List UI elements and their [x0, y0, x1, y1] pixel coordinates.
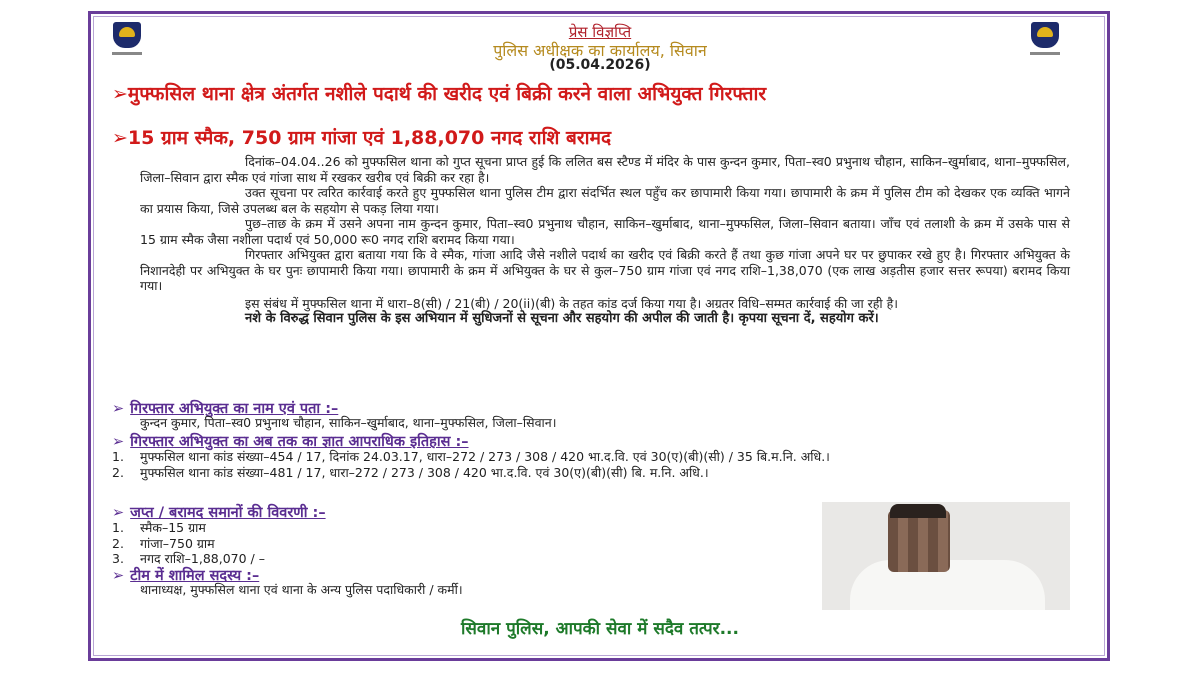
- list-item: 1. स्मैक–15 ग्राम: [112, 520, 206, 535]
- section-history-heading: ➢ गिरफ्तार अभियुक्त का अब तक का ज्ञात आपराधिक इतिहास :–: [112, 434, 469, 450]
- section-accused-heading: ➢ गिरफ्तार अभियुक्त का नाम एवं पता :–: [112, 401, 339, 417]
- footer-slogan: सिवान पुलिस, आपकी सेवा में सदैव तत्पर...: [461, 619, 739, 639]
- release-date: (05.04.2026): [549, 57, 651, 73]
- section-team-heading: ➢ टीम में शामिल सदस्य :–: [112, 568, 260, 584]
- arrow-bullet-icon: ➢: [112, 401, 125, 417]
- body-text: [140, 154, 1070, 327]
- section-seized-heading: ➢ जप्त / बरामद समानों की विवरणी :–: [112, 505, 326, 521]
- team-members: थानाध्यक्ष, मुफ्फसिल थाना एवं थाना के अन्य पुलिस पदाधिकारी / कर्मी।: [140, 582, 463, 597]
- arrow-bullet-icon: ➢: [112, 83, 128, 105]
- headline-1: ➢मुफ्फसिल थाना क्षेत्र अंतर्गत नशीले पदार्थ की खरीद एवं बिक्री करने वाला अभियुक्त गिरफ्तार: [112, 83, 767, 105]
- list-item: 3. नगद राशि–1,88,070 / –: [112, 551, 265, 566]
- accused-photo-blurred: [822, 502, 1070, 610]
- press-release-title: प्रेस विज्ञप्ति: [568, 23, 632, 41]
- arrow-bullet-icon: ➢: [112, 568, 125, 584]
- paragraph: उक्त सूचना पर त्वरित कार्रवाई करते हुए मुफ्फसिल थाना पुलिस टीम द्वारा संदर्भित स्थल पहुँच कर छापामारी किया गया। छापामारी के क्रम में पुलिस टीम को देखकर एक व्यक्ति भागने का प्रयास किया, जिसे उपलब्ध बल के सहयोग से पकड़ लिया गया।: [140, 185, 1070, 216]
- appeal-paragraph: नशे के विरुद्ध सिवान पुलिस के इस अभियान में सुधिजनों से सूचना और सहयोग की अपील की जाती है। कृपया सूचना दें, सहयोग करें।: [245, 311, 879, 326]
- arrow-bullet-icon: ➢: [112, 434, 125, 450]
- paragraph: गिरफ्तार अभियुक्त द्वारा बताया गया कि वे स्मैक, गांजा आदि जैसे नशीले पदार्थ का खरीद एवं बिक्री करते हैं तथा कुछ गांजा अपने घर पर छुपाकर रखे हुए है। गिरफ्तार अभियुक्त के निशानदेही पर अभियुक्त के घर पुनः छापामारी किया गया। छापामारी के क्रम में अभियुक्त के घर से कुल–750 ग्राम गांजा एवं नगद राशि–1,38,070 (एक लाख अड़तीस हजार सत्तर रूपया) बरामद किया गया।: [140, 247, 1070, 293]
- paragraph: इस संबंध में मुफ्फसिल थाना में धारा–8(सी) / 21(बी) / 20(ii)(बी) के तहत कांड दर्ज किया गया है। अग्रतर विधि–सम्मत कार्रवाई की जा रही है।: [245, 295, 898, 311]
- seized-list: [112, 520, 712, 567]
- paragraph: पुछ–ताछ के क्रम में उसने अपना नाम कुन्दन कुमार, पिता–स्व0 प्रभुनाथ चौहान, साकिन–खुर्माबाद, थाना–मुफ्फसिल, जिला–सिवान बताया। जाँच एवं तलाशी के क्रम में उसके पास से 15 ग्राम स्मैक जैसा नशीला पदार्थ एवं 50,000 रू0 नगद राशि बरामद किया गया।: [140, 216, 1070, 247]
- arrow-bullet-icon: ➢: [112, 127, 128, 149]
- list-item: 2. मुफ्फसिल थाना कांड संख्या–481 / 17, धारा–272 / 273 / 308 / 420 भा.द.वि. एवं 30(ए)(बी)(सी) बि. म.नि. अधि.।: [112, 464, 709, 480]
- list-item: 2. गांजा–750 ग्राम: [112, 535, 215, 551]
- history-list: [112, 449, 1072, 480]
- paragraph: दिनांक–04.04..26 को मुफ्फसिल थाना को गुप्त सूचना प्राप्त हुई कि ललित बस स्टैण्ड में मंदिर के पास कुन्दन कुमार, पिता–स्व0 प्रभुनाथ चौहान, साकिन–खुर्माबाद, थाना–मुफ्फसिल, जिला–सिवान द्वारा स्मैक एवं गांजा साथ में रखकर खरीब एवं बिक्री कर रहा है।: [140, 154, 1070, 185]
- list-item: 1. मुफ्फसिल थाना कांड संख्या–454 / 17, दिनांक 24.03.17, धारा–272 / 273 / 308 / 420 भा.द.वि. एवं 30(ए)(बी)(सी) / 35 बि.म.नि. अधि.।: [112, 449, 830, 464]
- headline-2: ➢15 ग्राम स्मैक, 750 ग्राम गांजा एवं 1,88,070 नगद राशि बरामद: [112, 127, 612, 149]
- office-name: पुलिस अधीक्षक का कार्यालय, सिवान: [493, 41, 707, 60]
- accused-details: कुन्दन कुमार, पिता–स्व0 प्रभुनाथ चौहान, साकिन–खुर्माबाद, थाना–मुफ्फसिल, जिला–सिवान।: [140, 415, 557, 430]
- arrow-bullet-icon: ➢: [112, 505, 125, 521]
